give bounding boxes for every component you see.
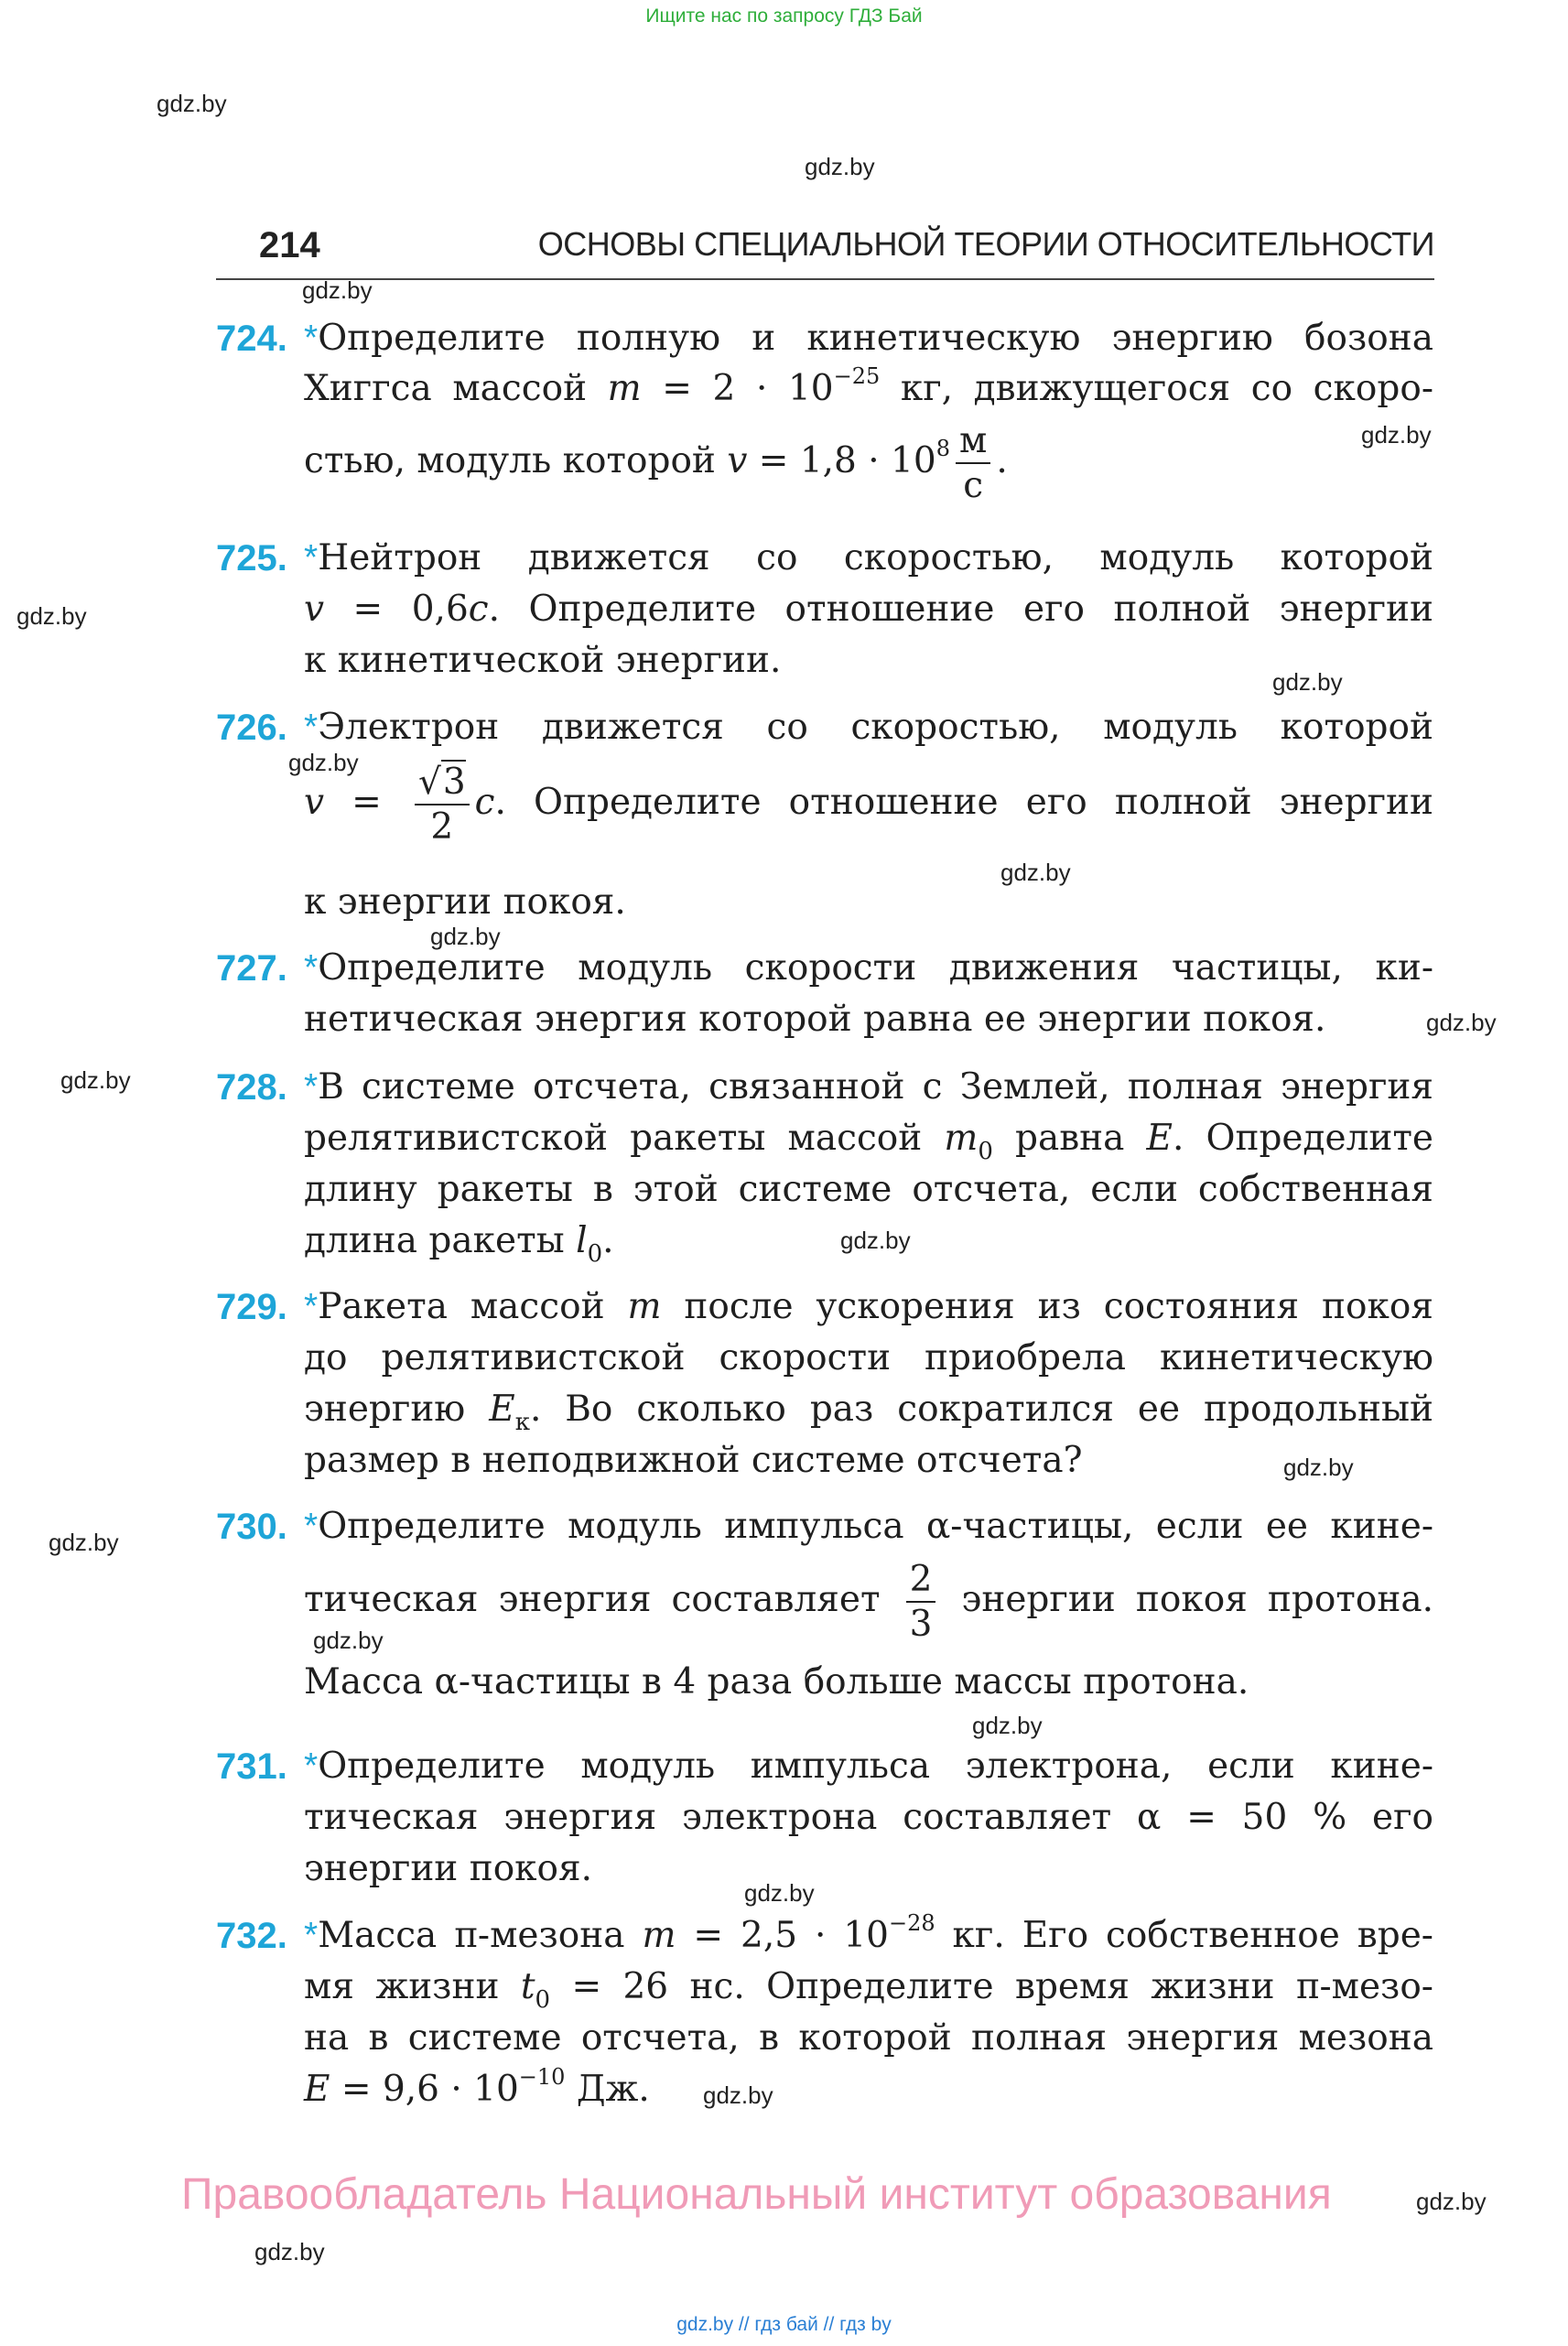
problem-number: 732.: [216, 1916, 287, 1956]
problem-text: Хиггса массой $m = 2 \cdot 10^{-25}$ кг, движущегося со скоро-: [304, 363, 1433, 409]
problem-text: к энергии покоя.: [304, 881, 626, 923]
fraction: $\frac{2}{3}$: [906, 1562, 936, 1642]
watermark: gdz.by: [60, 1066, 131, 1094]
problem-text: *В системе отсчета, связанной с Землей, полная энергия: [304, 1066, 1433, 1108]
watermark: gdz.by: [430, 923, 501, 950]
problem-text: энергии покоя.: [304, 1848, 593, 1889]
watermark: gdz.by: [703, 2081, 773, 2109]
chapter-title: ОСНОВЫ СПЕЦИАЛЬНОЙ ТЕОРИИ ОТНОСИТЕЛЬНОСТИ: [537, 225, 1434, 263]
watermark: gdz.by: [805, 153, 875, 180]
problem-text: $E = 9,6 \cdot 10^{-10}$ Дж.: [304, 2064, 650, 2110]
problem-text: энергию $E_к$. Во сколько раз сократился ее продольный: [304, 1389, 1433, 1436]
watermark: gdz.by: [254, 2238, 325, 2265]
problem-text: *Масса π-мезона $m = 2,5 \cdot 10^{-28}$ кг. Его собственное вре-: [304, 1910, 1433, 1956]
watermark: gdz.by: [744, 1879, 815, 1907]
watermark: gdz.by: [16, 602, 87, 630]
problem-text: мя жизни $t_0 = 26$ нс. Определите время жизни π-мезо-: [304, 1966, 1433, 2014]
copyright-notice: Правообладатель Национальный институт образования: [181, 2170, 1332, 2219]
problem-text: нетическая энергия которой равна ее энергии покоя.: [304, 999, 1326, 1040]
watermark: gdz.by: [288, 749, 359, 776]
watermark: gdz.by: [1283, 1454, 1354, 1481]
problem-number: 729.: [216, 1287, 287, 1327]
problem-text: до релятивистской скорости приобрела кинетическую: [304, 1337, 1433, 1378]
problem-text: *Электрон движется со скоростью, модуль которой: [304, 707, 1433, 748]
problem-text: к кинетической энергии.: [304, 640, 782, 681]
problem-number: 727.: [216, 948, 287, 989]
problem-number: 726.: [216, 708, 287, 748]
problem-text: *Нейтрон движется со скоростью, модуль которой: [304, 537, 1433, 578]
problem-text: релятивистской ракеты массой $m_0$ равна E. Определите: [304, 1118, 1434, 1165]
problem-text: v = $\frac{√3}{2}$ c. Определите отношение его полной энергии: [304, 762, 1433, 848]
problem-number: 730.: [216, 1507, 287, 1547]
problem-number: 724.: [216, 319, 287, 359]
watermark: gdz.by: [1361, 421, 1432, 449]
watermark: gdz.by: [302, 276, 373, 304]
problem-text: *Определите модуль импульса электрона, если кине-: [304, 1746, 1433, 1787]
page-number: 214: [259, 225, 320, 265]
problem-text: *Ракета массой m после ускорения из состояния покоя: [304, 1286, 1433, 1327]
problem-text: тическая энергия составляет $\frac{2}{3}$ энергии покоя протона.: [304, 1559, 1434, 1645]
problem-text: длина ракеты $l_0$.: [304, 1220, 614, 1268]
watermark: gdz.by: [1426, 1009, 1497, 1036]
watermark: gdz.by: [1272, 668, 1343, 696]
fraction: $\frac{м}{с}$: [956, 423, 990, 503]
problem-text: тическая энергия электрона составляет α = 50 % его: [304, 1797, 1434, 1838]
problem-text: на в системе отсчета, в которой полная энергия мезона: [304, 2017, 1433, 2059]
problem-text: стью, модуль которой $v = 1,8 \cdot 10^8$ $\frac{м}{с}$ .: [304, 420, 1008, 506]
watermark: gdz.by: [972, 1712, 1043, 1739]
problem-text: Масса α-частицы в 4 раза больше массы протона.: [304, 1661, 1249, 1703]
fraction: $\frac{√3}{2}$: [415, 764, 470, 845]
problem-text: размер в неподвижной системе отсчета?: [304, 1440, 1083, 1481]
star-marker: *: [304, 319, 319, 358]
top-banner[interactable]: Ищите нас по запросу ГДЗ Бай: [645, 5, 923, 27]
watermark: gdz.by: [840, 1227, 911, 1254]
watermark: gdz.by: [1416, 2188, 1487, 2215]
header-rule: [216, 278, 1434, 280]
problem-number: 731.: [216, 1746, 287, 1787]
problem-number: 725.: [216, 538, 287, 578]
watermark: gdz.by: [313, 1627, 384, 1654]
watermark: gdz.by: [49, 1529, 119, 1556]
problem-text: v = 0,6c. Определите отношение его полной энергии: [304, 589, 1434, 630]
problem-text: *Определите полную и кинетическую энергию бозона: [304, 318, 1433, 359]
watermark: gdz.by: [1000, 859, 1071, 886]
problem-text: *Определите модуль скорости движения частицы, ки-: [304, 947, 1433, 989]
problem-text: *Определите модуль импульса α-частицы, если ее кине-: [304, 1506, 1433, 1547]
problem-number: 728.: [216, 1067, 287, 1108]
footer-links[interactable]: gdz.by // гдз бай // гдз by: [676, 2314, 892, 2335]
problem-text: длину ракеты в этой системе отсчета, если собственная: [304, 1169, 1433, 1210]
watermark: gdz.by: [157, 90, 227, 117]
